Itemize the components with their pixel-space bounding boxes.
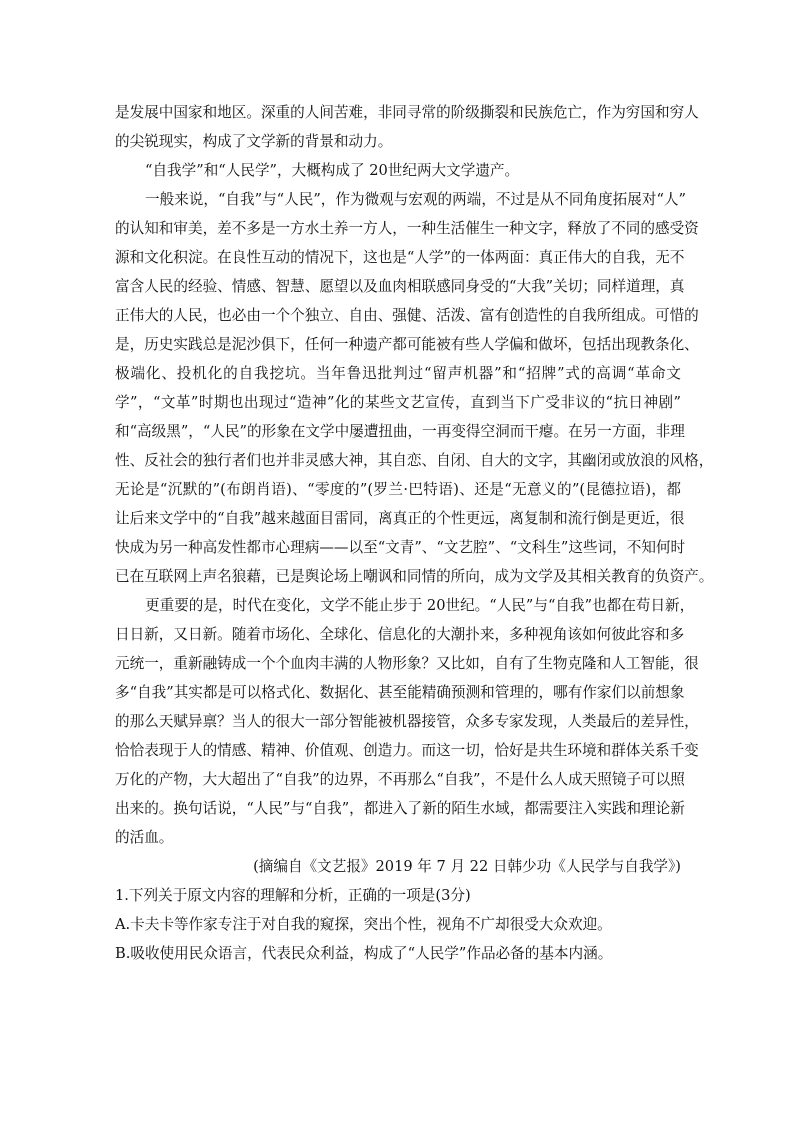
document-page: [115, 98, 714, 968]
text-line: “自我学”和“人民学”，大概构成了 20世纪两大文学遗产。: [145, 162, 520, 179]
text-line: 出来的。换句话说，“人民”与“自我”，都进入了新的陌生水域，都需要注入实践和理论新: [115, 800, 685, 817]
option-a: A.卡夫卡等作家专注于对自我的窥探，突出个性，视角不广却很受大众欢迎。: [115, 916, 612, 933]
text-line: 是，历史实践总是泥沙俱下，任何一种遗产都可能被有些人学偏和做坏，包括出现教条化、: [115, 336, 699, 353]
option-b: B.吸收使用民众语言，代表民众利益，构成了“人民学”作品必备的基本内涵。: [115, 945, 613, 962]
text-line: 正伟大的人民，也必由一个个独立、自由、强健、活泼、富有创造性的自我所组成。可惜的: [115, 307, 699, 324]
text-line: 的尖锐现实，构成了文学新的背景和动力。: [115, 133, 393, 150]
text-line: 已在互联网上声名狼藉，已是舆论场上嘲讽和同情的所向，成为文学及其相关教育的负资产。: [115, 568, 714, 585]
text-line: 让后来文学中的“自我”越来越面目雷同，离真正的个性更远，离复制和流行倒是更近，很: [115, 510, 685, 527]
text-line: 日日新，又日新。随着市场化、全球化、信息化的大潮扑来，多种视角该如何彼此容和多: [115, 626, 685, 643]
text-line: 一般来说，“自我”与“人民”，作为微观与宏观的两端，不过是从不同角度拓展对“人”: [145, 191, 686, 208]
text-line: 富含人民的经验、情感、智慧、愿望以及血肉相联感同身受的“大我”关切；同样道理，真: [115, 278, 685, 295]
text-line: 的那么天赋异禀？当人的很大一部分智能被机器接管，众多专家发现，人类最后的差异性，: [115, 713, 699, 730]
text-line: 更重要的是，时代在变化，文学不能止步于 20世纪。“人民”与“自我”也都在苟日新，: [145, 597, 695, 614]
text-line: 元统一，重新融铸成一个个血肉丰满的人物形象？又比如，自有了生物克隆和人工智能，很: [115, 655, 699, 672]
text-line: 的认知和审美，差不多是一方水土养一方人，一种生活催生一种文字，释放了不同的感受资: [115, 220, 699, 237]
text-line: 和“高级黑”，“人民”的形象在文学中屡遭扭曲，一再变得空洞而干瘪。在另一方面，非理: [115, 423, 685, 440]
text-line: 源和文化积淀。在良性互动的情况下，这也是“人学”的一体两面：真正伟大的自我，无不: [115, 249, 685, 266]
text-line: 是发展中国家和地区。深重的人间苦难，非同寻常的阶级撕裂和民族危亡，作为穷国和穷人: [115, 104, 699, 121]
source-citation: (摘编自《文艺报》2019 年 7 月 22 日韩少功《人民学与自我学》): [253, 858, 681, 875]
text-line: 的活血。: [115, 829, 174, 846]
text-line: 性、反社会的独行者们也并非灵感大神，其自恋、自闭、自大的文字，其幽闭或放浪的风格，: [115, 452, 714, 469]
text-line: 恰恰表现于人的情感、精神、价值观、创造力。而这一切，恰好是共生环境和群体关系千变: [115, 742, 699, 759]
text-line: 多“自我”其实都是可以格式化、数据化、甚至能精确预测和管理的，哪有作家们以前想象: [115, 684, 685, 701]
text-line: 无论是“沉默的”(布朗肖语)、“零度的”(罗兰·巴特语)、还是“无意义的”(昆德拉语)，都: [115, 481, 681, 498]
text-line: 快成为另一种高发性都市心理病——以至“文青”、“文艺腔”、“文科生”这些词，不知何时: [115, 539, 686, 556]
text-line: 学”，“文革”时期也出现过“造神”化的某些文艺宣传，直到当下广受非议的“抗日神剧”: [115, 394, 681, 411]
text-line: 极端化、投机化的自我挖坑。当年鲁迅批判过“留声机器”和“招牌”式的高调“革命文: [115, 365, 681, 382]
question-stem: 1.下列关于原文内容的理解和分析，正确的一项是(3分): [115, 887, 471, 904]
text-line: 万化的产物，大大超出了“自我”的边界，不再那么“自我”，不是什么人成天照镜子可以照: [115, 771, 685, 788]
